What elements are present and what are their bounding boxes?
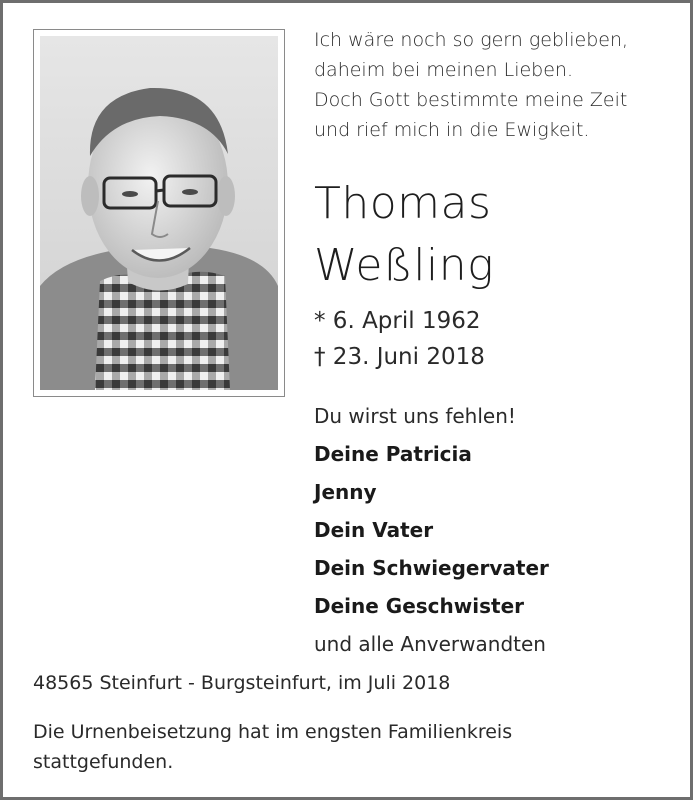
poem-line: Ich wäre noch so gern geblieben, bbox=[314, 29, 629, 51]
poem-line: Doch Gott bestimmte meine Zeit bbox=[314, 89, 628, 111]
mourner: Deine Patricia bbox=[314, 442, 472, 466]
death-date: † 23. Juni 2018 bbox=[314, 344, 485, 370]
first-name: Thomas bbox=[314, 178, 492, 229]
mourner: Deine Geschwister bbox=[314, 594, 524, 618]
deceased-name bbox=[314, 173, 494, 297]
poem bbox=[314, 25, 628, 145]
poem-line: daheim bei meinen Lieben. bbox=[314, 59, 574, 81]
life-dates bbox=[314, 303, 485, 375]
poem-line: und rief mich in die Ewigkeit. bbox=[314, 119, 590, 141]
birth-date: * 6. April 1962 bbox=[314, 308, 481, 334]
last-name: Weßling bbox=[314, 240, 494, 291]
mourner: Dein Schwiegervater bbox=[314, 556, 549, 580]
closing-outro: und alle Anverwandten bbox=[314, 632, 546, 656]
mourners-block bbox=[314, 397, 549, 663]
place-and-date: 48565 Steinfurt - Burgsteinfurt, im Juli 2018 bbox=[33, 672, 451, 694]
burial-note: Die Urnenbeisetzung hat im engsten Familienkreis stattgefunden. bbox=[33, 721, 513, 773]
mourner: Dein Vater bbox=[314, 518, 434, 542]
portrait-frame bbox=[33, 29, 285, 397]
portrait-photo bbox=[40, 36, 278, 390]
mourner: Jenny bbox=[314, 480, 377, 504]
closing-intro: Du wirst uns fehlen! bbox=[314, 404, 516, 428]
